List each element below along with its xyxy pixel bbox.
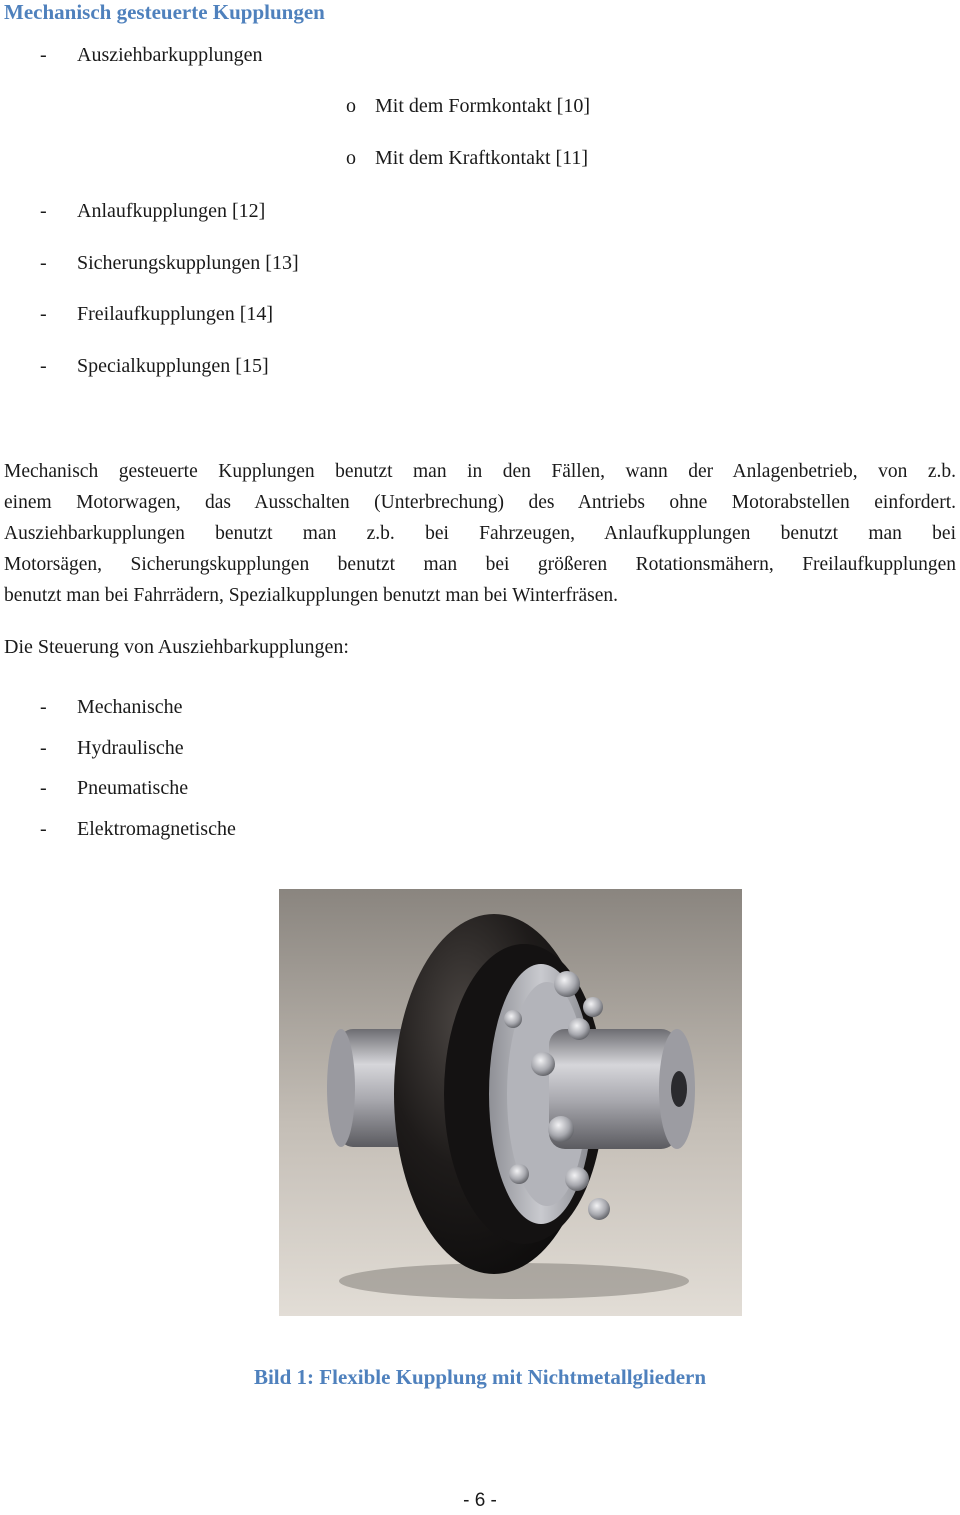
page-heading: Mechanisch gesteuerte Kupplungen (4, 0, 325, 24)
figure-caption: Bild 1: Flexible Kupplung mit Nichtmetallgliedern (253, 1365, 707, 1389)
paragraph-line: benutzt man bei Fahrrädern, Spezialkupplungen benutzt man bei Winterfräsen. (4, 585, 618, 606)
list-dash: - (40, 818, 47, 840)
list-item-label: Ausziehbarkupplungen (77, 44, 263, 66)
list-item-label: Specialkupplungen [15] (77, 355, 269, 377)
list-dash: - (40, 355, 47, 377)
list-item-label: Elektromagnetische (77, 818, 236, 840)
sub-list-item-label: Mit dem Kraftkontakt [11] (375, 147, 589, 169)
sub-list-item-label: Mit dem Formkontakt [10] (375, 95, 590, 117)
list-item-label: Anlaufkupplungen [12] (77, 200, 266, 222)
list-dash: - (40, 777, 47, 799)
page-number: - 6 - (463, 1490, 497, 1511)
list-dash: - (40, 303, 47, 325)
list-item-label: Freilaufkupplungen [14] (77, 303, 274, 325)
paragraph-line: einem Motorwagen, das Ausschalten (Unterbrechung) des Antriebs ohne Motorabstellen einfordert. (4, 492, 956, 513)
list-dash: - (40, 737, 47, 759)
control-intro: Die Steuerung von Ausziehbarkupplungen: (4, 636, 349, 658)
list-dash: - (40, 44, 47, 66)
paragraph-line: Ausziehbarkupplungen benutzt man z.b. bei Fahrzeugen, Anlaufkupplungen benutzt man bei (4, 523, 956, 544)
paragraph-line: Motorsägen, Sicherungskupplungen benutzt man bei größeren Rotationsmähern, Freilaufkupplungen (4, 554, 956, 575)
list-item-label: Pneumatische (77, 777, 189, 799)
list-item-label: Hydraulische (77, 737, 184, 759)
list-dash: - (40, 696, 47, 718)
coupling-photo (279, 889, 742, 1316)
sub-bullet: o (346, 95, 356, 117)
list-item-label: Sicherungskupplungen [13] (77, 252, 299, 274)
list-dash: - (40, 252, 47, 274)
body-paragraph (4, 456, 956, 611)
list-item-label: Mechanische (77, 696, 183, 718)
list-dash: - (40, 200, 47, 222)
sub-bullet: o (346, 147, 356, 169)
paragraph-line: Mechanisch gesteuerte Kupplungen benutzt man in den Fällen, wann der Anlagenbetrieb, von z.b. (4, 461, 956, 482)
